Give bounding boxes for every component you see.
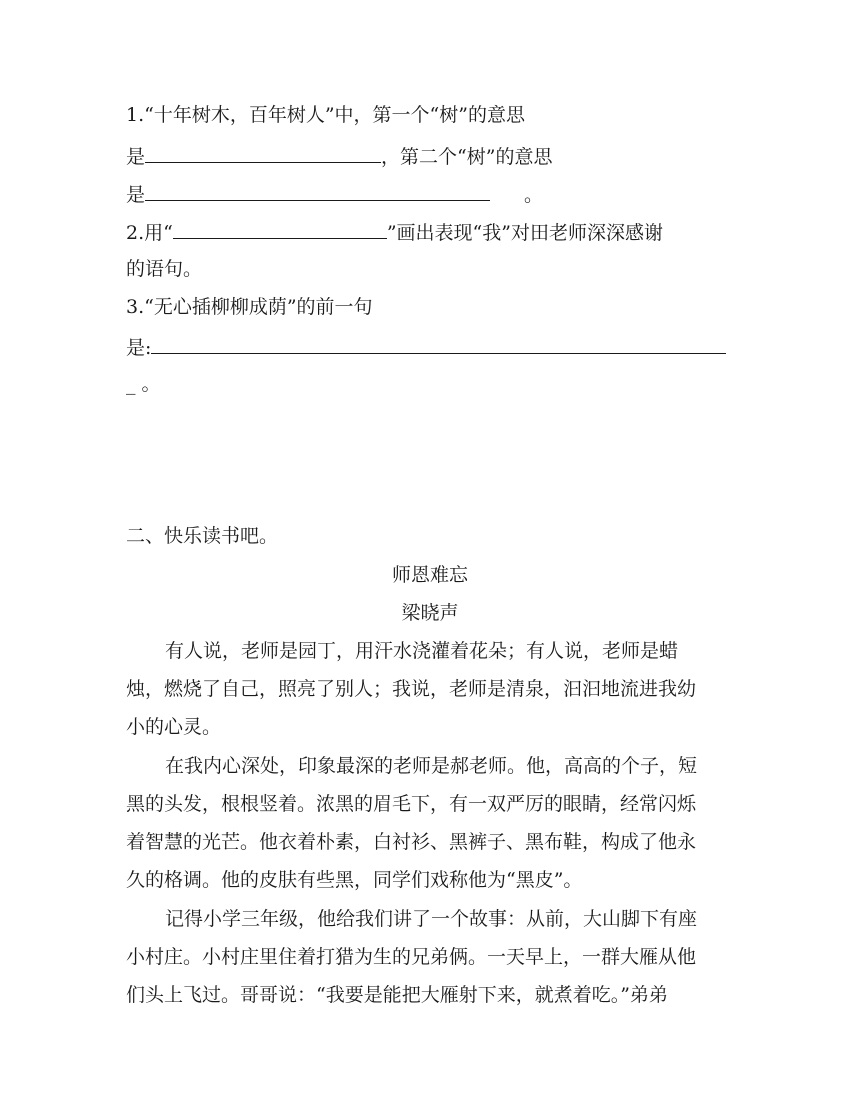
question-3-line-2 xyxy=(126,333,726,360)
paragraph-line: 着智慧的光芒。他衣着朴素，白衬衫、黑裤子、黑布鞋，构成了他永 xyxy=(126,831,697,853)
question-3-line-3 xyxy=(126,372,161,396)
paragraph-line: 烛，燃烧了自己，照亮了别人；我说，老师是清泉，汩汩地流进我幼 xyxy=(126,678,697,700)
answer-blank-4[interactable] xyxy=(151,333,726,354)
answer-blank-3[interactable] xyxy=(173,218,387,239)
section-heading-text: 二、快乐读书吧。 xyxy=(126,525,279,547)
paragraph-line: 在我内心深处，印象最深的老师是郝老师。他，高高的个子，短 xyxy=(165,755,698,777)
question-2-line-1 xyxy=(126,218,663,245)
question-3-end: _ 。 xyxy=(126,373,161,395)
question-2-prefix: 2.用“ xyxy=(126,222,173,244)
paragraph-line: 有人说，老师是园丁，用汗水浇灌着花朵；有人说，老师是蜡 xyxy=(165,640,679,662)
question-3-text: 3.“无心插柳柳成荫”的前一句 xyxy=(126,296,373,318)
paragraph-line: 记得小学三年级，他给我们讲了一个故事：从前，大山脚下有座 xyxy=(165,908,698,930)
answer-blank-1[interactable] xyxy=(145,142,381,163)
question-2-suffix: ”画出表现“我”对田老师深深感谢 xyxy=(386,222,663,244)
question-1-line-2 xyxy=(126,142,552,169)
question-1-prefix-2: 是 xyxy=(126,184,146,206)
answer-blank-2[interactable] xyxy=(145,180,490,201)
question-2-text: 的语句。 xyxy=(126,258,203,280)
section-heading xyxy=(126,524,278,548)
question-3-prefix: 是: xyxy=(126,337,152,359)
question-1-prefix: 是 xyxy=(126,146,146,168)
question-1-text: 1.“十年树木，百年树人”中，第一个“树”的意思 xyxy=(126,104,525,126)
question-1-suffix: ，第二个“树”的意思 xyxy=(381,146,553,168)
paragraph-line: 小的心灵。 xyxy=(126,716,222,738)
question-1-line-1 xyxy=(126,103,525,127)
paragraph-line: 黑的头发，根根竖着。浓黑的眉毛下，有一双严厉的眼睛，经常闪烁 xyxy=(126,793,697,815)
question-1-line-3 xyxy=(126,180,543,207)
question-2-line-2 xyxy=(126,257,202,281)
article-title: 师恩难忘 xyxy=(391,564,468,586)
question-1-period: 。 xyxy=(524,184,544,206)
paragraph-line: 久的格调。他的皮肤有些黑，同学们戏称他为“黑皮”。 xyxy=(126,869,583,891)
paragraph-line: 们头上飞过。哥哥说：“我要是能把大雁射下来，就煮着吃。”弟弟 xyxy=(126,984,668,1006)
question-3-line-1 xyxy=(126,295,373,319)
article-author: 梁晓声 xyxy=(401,602,459,624)
paragraph-line: 小村庄。小村庄里住着打猎为生的兄弟俩。一天早上，一群大雁从他 xyxy=(126,946,697,968)
